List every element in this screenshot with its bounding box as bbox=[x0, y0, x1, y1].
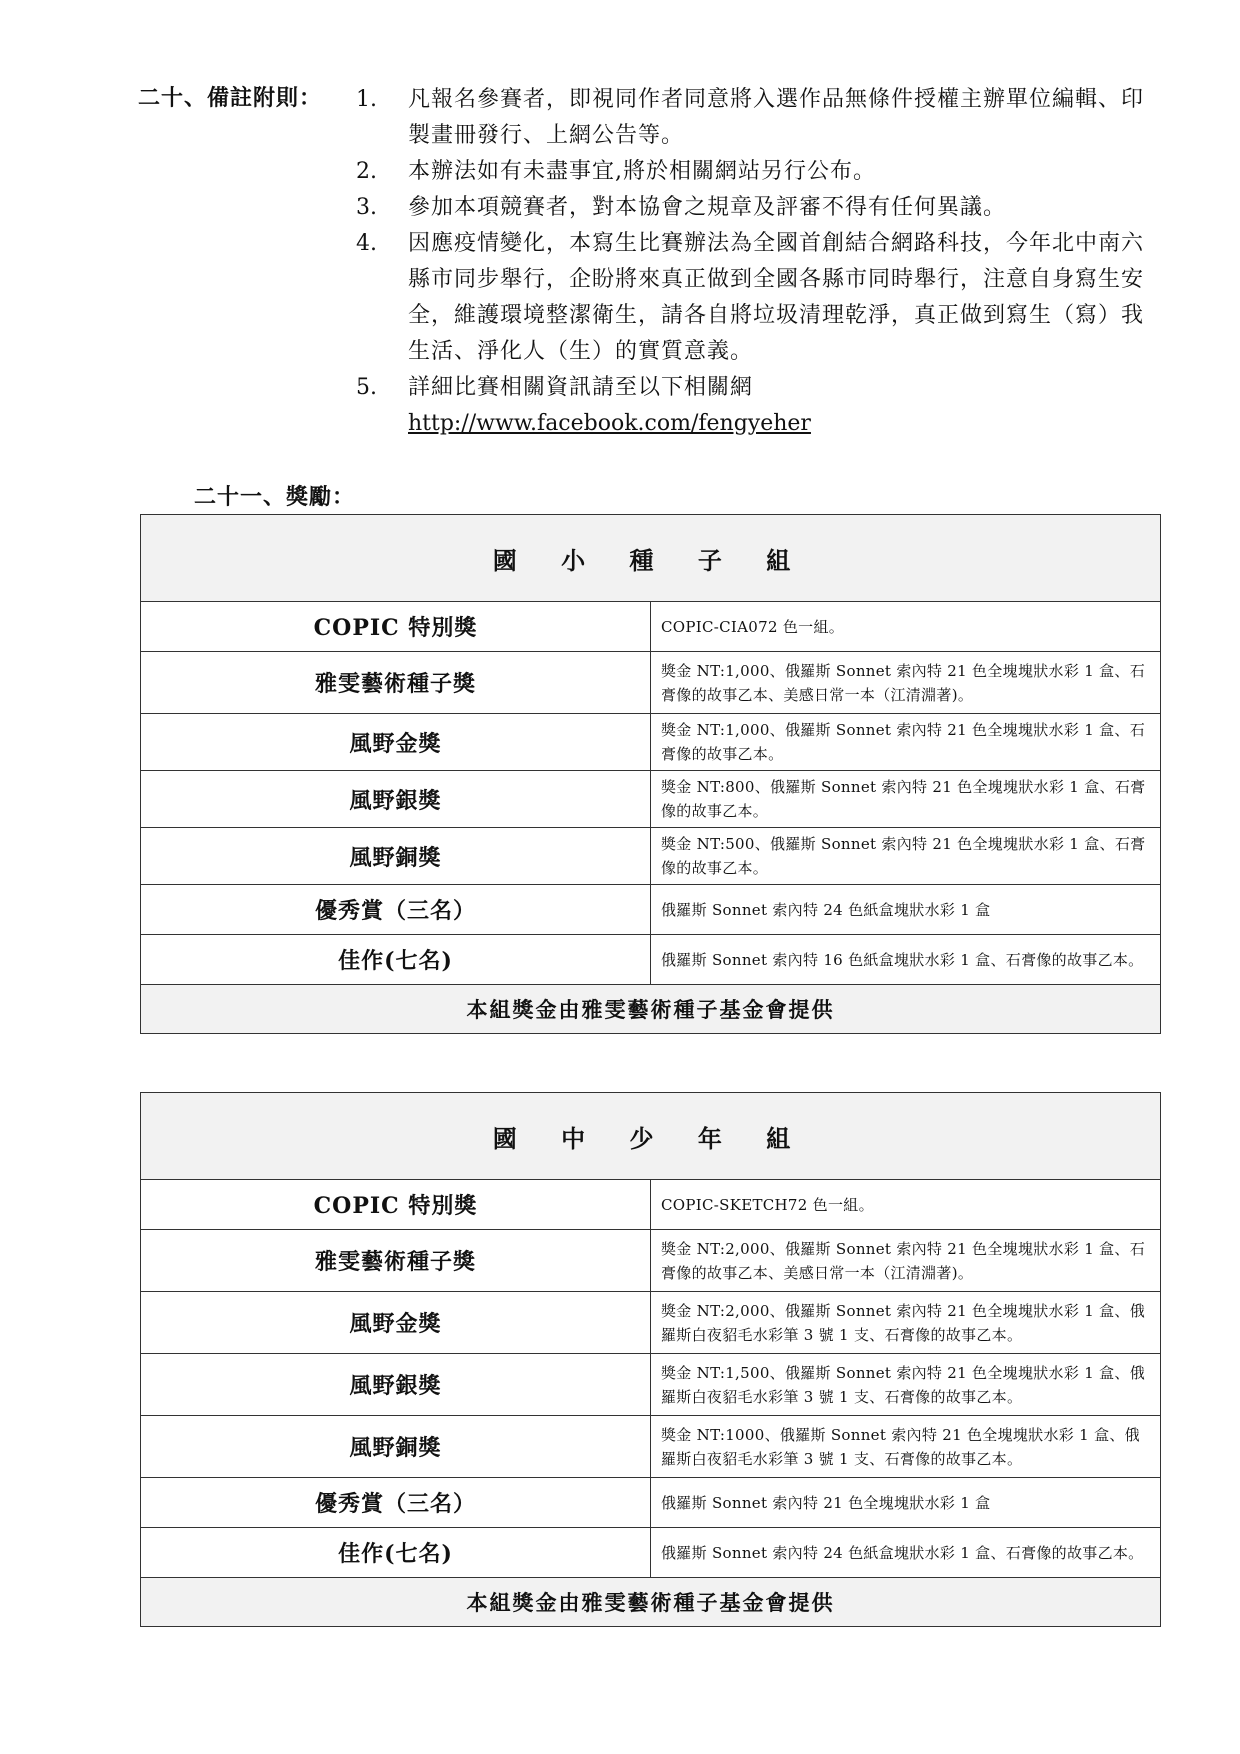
prize-description: 獎金 NT:500、俄羅斯 Sonnet 索內特 21 色全塊塊狀水彩 1 盒、石膏像的故事乙本。 bbox=[651, 828, 1161, 885]
note-text: 因應疫情變化，本寫生比賽辦法為全國首創結合網路科技，今年北中南六縣市同步舉行，企盼將來真正做到全國各縣市同時舉行，注意自身寫生安全，維護環境整潔衛生，請各自將垃圾清理乾淨，真正做到寫生（寫）我生活、淨化人（生）的實質意義。 bbox=[408, 231, 1145, 364]
note-number: 2. bbox=[356, 159, 377, 184]
prize-name: 雅雯藝術種子獎 bbox=[141, 1230, 651, 1292]
prize-description: COPIC-SKETCH72 色一組。 bbox=[651, 1180, 1161, 1230]
prize-description: 獎金 NT:2,000、俄羅斯 Sonnet 索內特 21 色全塊塊狀水彩 1 盒、俄羅斯白夜貂毛水彩筆 3 號 1 支、石膏像的故事乙本。 bbox=[651, 1292, 1161, 1354]
table-row bbox=[141, 1416, 1161, 1478]
notes-heading: 二十、備註附則： bbox=[138, 85, 323, 111]
table-footer: 本組獎金由雅雯藝術種子基金會提供 bbox=[141, 1578, 1161, 1627]
prize-description: 俄羅斯 Sonnet 索內特 24 色紙盒塊狀水彩 1 盒 bbox=[651, 885, 1161, 935]
table-row bbox=[141, 1230, 1161, 1292]
award-table-elementary bbox=[140, 514, 1161, 1034]
note-text: 本辦法如有未盡事宜,將於相關網站另行公布。 bbox=[408, 159, 876, 184]
note-number: 4. bbox=[356, 231, 377, 256]
prize-description: 俄羅斯 Sonnet 索內特 16 色紙盒塊狀水彩 1 盒、石膏像的故事乙本。 bbox=[651, 935, 1161, 985]
prize-name: 風野金獎 bbox=[141, 1292, 651, 1354]
prize-description: 獎金 NT:1,000、俄羅斯 Sonnet 索內特 21 色全塊塊狀水彩 1 盒、石膏像的故事乙本。 bbox=[651, 714, 1161, 771]
table-row bbox=[141, 1478, 1161, 1528]
prize-name: 雅雯藝術種子獎 bbox=[141, 652, 651, 714]
table-row bbox=[141, 1180, 1161, 1230]
award-table-junior-high bbox=[140, 1092, 1161, 1627]
table-row bbox=[141, 885, 1161, 935]
table-footer: 本組獎金由雅雯藝術種子基金會提供 bbox=[141, 985, 1161, 1034]
table-row bbox=[141, 1528, 1161, 1578]
prize-name: 風野金獎 bbox=[141, 714, 651, 771]
note-text: 凡報名參賽者，即視同作者同意將入選作品無條件授權主辦單位編輯、印製畫冊發行、上網公告等。 bbox=[408, 87, 1145, 148]
table-row bbox=[141, 1292, 1161, 1354]
table-row bbox=[141, 714, 1161, 771]
prize-description: 獎金 NT:1000、俄羅斯 Sonnet 索內特 21 色全塊塊狀水彩 1 盒、俄羅斯白夜貂毛水彩筆 3 號 1 支、石膏像的故事乙本。 bbox=[651, 1416, 1161, 1478]
prize-description: 俄羅斯 Sonnet 索內特 24 色紙盒塊狀水彩 1 盒、石膏像的故事乙本。 bbox=[651, 1528, 1161, 1578]
group-title: 國 小 種 子 組 bbox=[141, 515, 1161, 602]
prize-name: COPIC 特別獎 bbox=[141, 1180, 651, 1230]
prize-name: 佳作(七名) bbox=[141, 935, 651, 985]
prize-description: 俄羅斯 Sonnet 索內特 21 色全塊塊狀水彩 1 盒 bbox=[651, 1478, 1161, 1528]
prize-name: 風野銅獎 bbox=[141, 1416, 651, 1478]
table-row bbox=[141, 771, 1161, 828]
table-row bbox=[141, 935, 1161, 985]
prize-name: 風野銀獎 bbox=[141, 1354, 651, 1416]
table-row bbox=[141, 828, 1161, 885]
table-row bbox=[141, 652, 1161, 714]
prize-description: 獎金 NT:1,000、俄羅斯 Sonnet 索內特 21 色全塊塊狀水彩 1 盒、石膏像的故事乙本、美感日常一本（江清淵著)。 bbox=[651, 652, 1161, 714]
prize-name: 風野銀獎 bbox=[141, 771, 651, 828]
prize-name: COPIC 特別獎 bbox=[141, 602, 651, 652]
note-number: 3. bbox=[356, 195, 377, 220]
facebook-link[interactable]: http://www.facebook.com/fengyeher bbox=[408, 411, 811, 436]
note-text: 參加本項競賽者，對本協會之規章及評審不得有任何異議。 bbox=[408, 195, 1007, 220]
group-title: 國 中 少 年 組 bbox=[141, 1093, 1161, 1180]
prize-description: 獎金 NT:2,000、俄羅斯 Sonnet 索內特 21 色全塊塊狀水彩 1 盒、石膏像的故事乙本、美感日常一本（江清淵著)。 bbox=[651, 1230, 1161, 1292]
note-text-line: 詳細比賽相關資訊請至以下相關網 bbox=[408, 375, 754, 400]
awards-heading: 二十一、獎勵： bbox=[194, 484, 356, 510]
prize-description: 獎金 NT:800、俄羅斯 Sonnet 索內特 21 色全塊塊狀水彩 1 盒、石膏像的故事乙本。 bbox=[651, 771, 1161, 828]
prize-name: 佳作(七名) bbox=[141, 1528, 651, 1578]
note-number: 5. bbox=[356, 375, 377, 400]
note-number: 1. bbox=[356, 87, 377, 112]
prize-description: COPIC-CIA072 色一組。 bbox=[651, 602, 1161, 652]
prize-name: 風野銅獎 bbox=[141, 828, 651, 885]
prize-name: 優秀賞（三名） bbox=[141, 885, 651, 935]
prize-description: 獎金 NT:1,500、俄羅斯 Sonnet 索內特 21 色全塊塊狀水彩 1 盒、俄羅斯白夜貂毛水彩筆 3 號 1 支、石膏像的故事乙本。 bbox=[651, 1354, 1161, 1416]
table-row bbox=[141, 1354, 1161, 1416]
note-text bbox=[408, 370, 1160, 442]
prize-name: 優秀賞（三名） bbox=[141, 1478, 651, 1528]
table-row bbox=[141, 602, 1161, 652]
